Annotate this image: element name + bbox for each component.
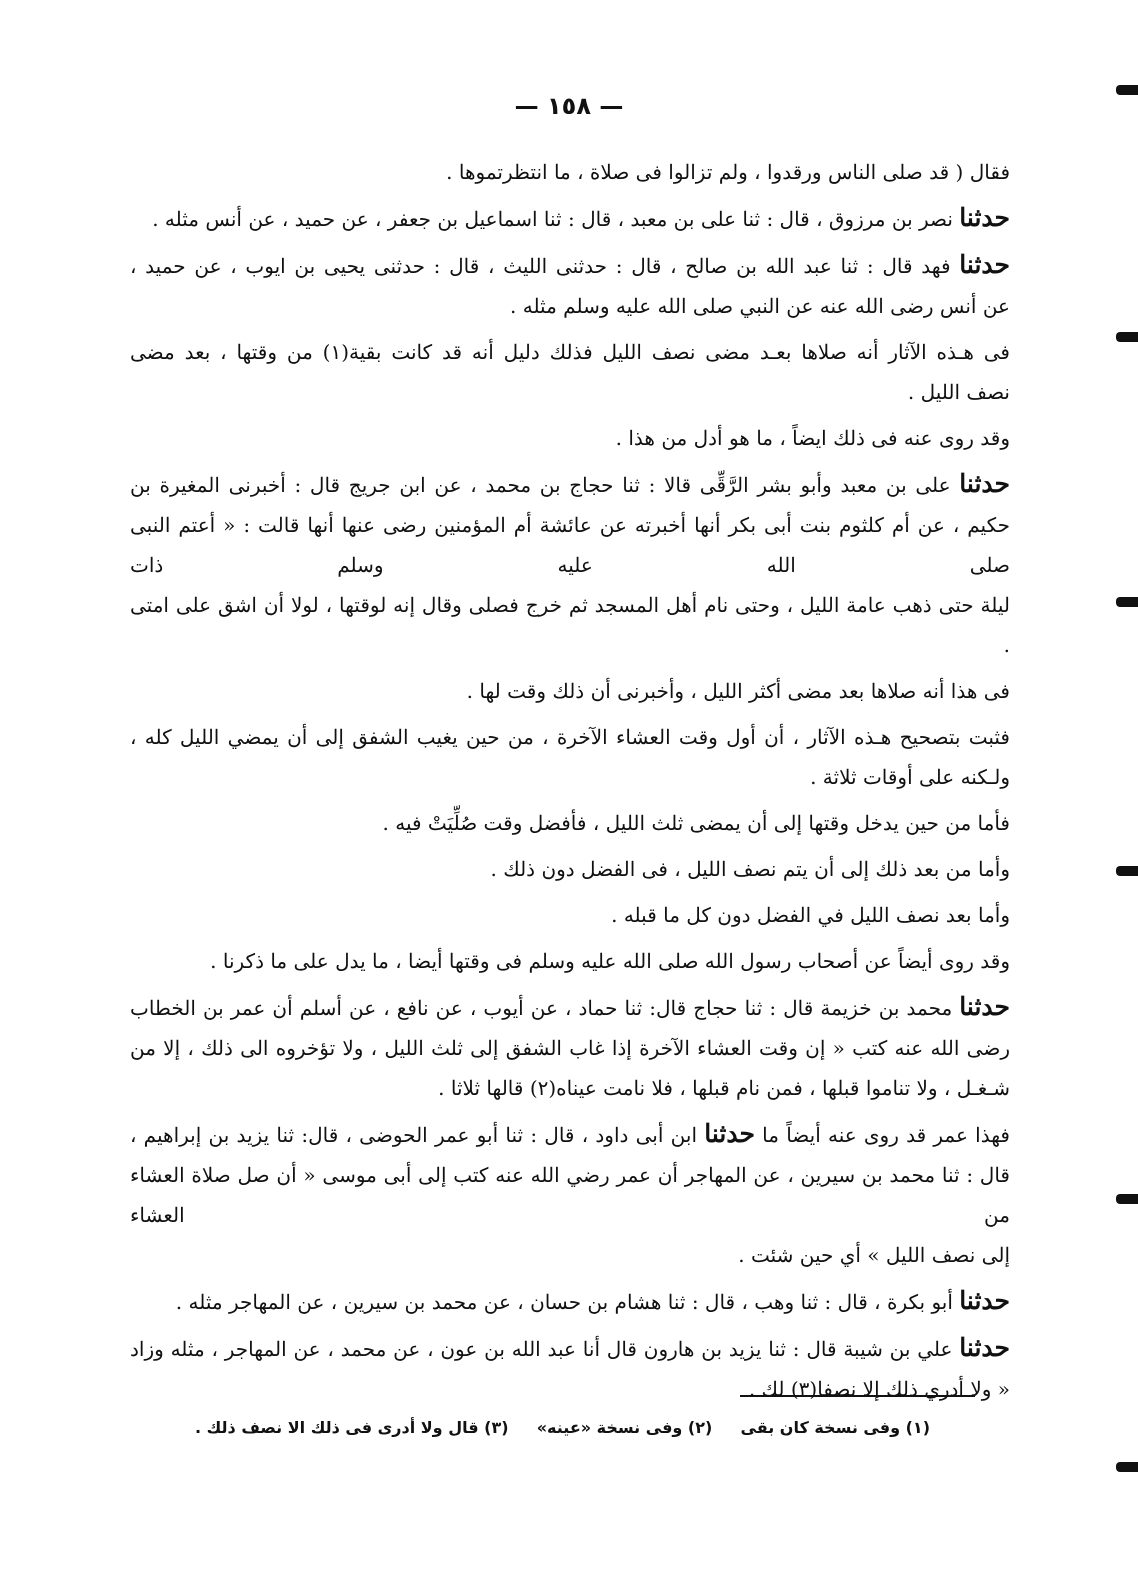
text-line: نصف الليل .: [907, 380, 1010, 404]
text-line: حدثنا علي بن شيبة قال : ثنا يزيد بن هارون قال أنا عبد الله بن عون ، عن محمد ، عن المهاجر ، مثله وزاد: [130, 1333, 1010, 1362]
paragraph: [130, 849, 1010, 889]
paragraph: [130, 152, 1010, 192]
paragraph: [130, 332, 1010, 412]
hadathana-keyword: حدثنا: [959, 250, 1010, 279]
paragraph: [130, 895, 1010, 935]
hadathana-keyword: حدثنا: [959, 992, 1010, 1021]
scan-edge-mark: [1116, 597, 1138, 607]
text-line: فقال ( قد صلى الناس ورقدوا ، ولم تزالوا فى صلاة ، ما انتظرتموها .: [446, 160, 1010, 184]
footnote-3: (٣) قال ولا أدرى فى ذلك الا نصف ذلك .: [195, 1418, 509, 1437]
paragraph: [130, 803, 1010, 843]
text-line: ليلة حتى ذهب عامة الليل ، وحتى نام أهل المسجد ثم خرج فصلى وقال إنه لوقتها ، لولا أن اشق على امتى .: [130, 593, 1010, 657]
text-line: وأما من بعد ذلك إلى أن يتم نصف الليل ، فى الفضل دون ذلك .: [490, 857, 1010, 881]
text-line: حدثنا محمد بن خزيمة قال : ثنا حجاج قال: ثنا حماد ، عن أيوب ، عن نافع ، عن أسلم أن عمر بن الخطاب: [130, 992, 1010, 1021]
paragraph: [130, 464, 1010, 665]
footnotes: [195, 1418, 930, 1437]
text-line: « ولا أدري ذلك إلا نصفا(٣) لك .: [748, 1377, 1010, 1401]
text-line: عن أنس رضى الله عنه عن النبي صلى الله عليه وسلم مثله .: [510, 294, 1010, 318]
text-line: فى هـذه الآثار أنه صلاها بعـد مضى نصف الليل فذلك دليل أنه قد كانت بقية(١) من وقتها ، بعد مضى: [130, 340, 1010, 364]
scan-edge-mark: [1116, 866, 1138, 876]
text-line: فثبت بتصحيح هـذه الآثار ، أن أول وقت العشاء الآخرة ، من حين يغيب الشفق إلى أن يمضي الليل كله ،: [130, 725, 1010, 749]
text-line: وقد روى أيضاً عن أصحاب رسول الله صلى الله عليه وسلم فى وقتها أيضا ، ما يدل على ما ذكرنا .: [210, 949, 1010, 973]
text-line: إلى نصف الليل » أي حين شئت .: [738, 1243, 1010, 1267]
text-line: حدثنا نصر بن مرزوق ، قال : ثنا على بن معبد ، قال : ثنا اسماعيل بن جعفر ، عن حميد ، عن أنس مثله .: [152, 203, 1010, 232]
text-line: وقد روى عنه فى ذلك ايضاً ، ما هو أدل من هذا .: [615, 426, 1010, 450]
paragraph: [130, 198, 1010, 239]
text-line: شـغـل ، ولا تناموا قبلها ، فمن نام قبلها ، فلا نامت عيناه(٢) قالها ثلاثا .: [438, 1076, 1010, 1100]
text-line: رضى الله عنه كتب « إن وقت العشاء الآخرة إذا غاب الشفق إلى ثلث الليل ، ولا تؤخروه الى ذلك ، إلا من: [130, 1036, 1010, 1060]
text-line: فهذا عمر قد روى عنه أيضاً ما حدثنا ابن أبى داود ، قال : ثنا أبو عمر الحوضى ، قال: ثنا يزيد بن إبراهيم ،: [130, 1119, 1010, 1148]
page-number: — ١٥٨ —: [514, 92, 624, 120]
footnote-divider: [740, 1395, 975, 1397]
text-line: حكيم ، عن أم كلثوم بنت أبى بكر أنها أخبرته عن عائشة أم المؤمنين رضى عنها أنها قالت : « أعتم النبى صلى الله عليه وسلم ذات: [130, 513, 1010, 577]
paragraph: [130, 941, 1010, 981]
hadathana-keyword: حدثنا: [959, 1286, 1010, 1315]
hadathana-keyword: حدثنا: [959, 203, 1010, 232]
paragraph: [130, 987, 1010, 1108]
hadathana-keyword: حدثنا: [959, 469, 1010, 498]
text-line: حدثنا على بن معبد وأبو بشر الرَّقِّى قالا : ثنا حجاج بن محمد ، عن ابن جريج قال : أخبرنى المغيرة بن: [130, 469, 1010, 498]
text-line: حدثنا أبو بكرة ، قال : ثنا وهب ، قال : ثنا هشام بن حسان ، عن محمد بن سيرين ، عن المهاجر مثله .: [175, 1286, 1010, 1315]
scan-edge-mark: [1116, 332, 1138, 342]
text-line: فى هذا أنه صلاها بعد مضى أكثر الليل ، وأخبرنى أن ذلك وقت لها .: [466, 679, 1010, 703]
scan-edge-mark: [1116, 1194, 1138, 1204]
paragraph: [130, 1281, 1010, 1322]
text-line: قال : ثنا محمد بن سيرين ، عن المهاجر أن عمر رضي الله عنه كتب إلى أبى موسى « أن صل صلاة العشاء من العشاء: [130, 1163, 1010, 1227]
paragraph: [130, 1114, 1010, 1275]
text-line: ولـكنه على أوقات ثلاثة .: [810, 765, 1010, 789]
footnote-2: (٢) وفى نسخة «عينه»: [536, 1418, 713, 1437]
hadathana-keyword: حدثنا: [959, 1333, 1010, 1362]
text-line: حدثنا فهد قال : ثنا عبد الله بن صالح ، قال : حدثنى الليث ، قال : حدثنى يحيى بن ايوب ، عن حميد ،: [130, 250, 1010, 279]
hadathana-keyword: حدثنا: [704, 1119, 755, 1148]
scan-edge-mark: [1116, 1462, 1138, 1472]
text-line: فأما من حين يدخل وقتها إلى أن يمضى ثلث الليل ، فأفضل وقت صُلِّيَتْ فيه .: [382, 811, 1010, 835]
body-text: [130, 152, 1010, 1415]
paragraph: [130, 418, 1010, 458]
text-line: وأما بعد نصف الليل في الفضل دون كل ما قبله .: [611, 903, 1010, 927]
paragraph: [130, 671, 1010, 711]
scan-edge-mark: [1116, 85, 1138, 95]
footnote-1: (١) وفى نسخة كان بقى: [740, 1418, 930, 1437]
paragraph: [130, 245, 1010, 326]
paragraph: [130, 717, 1010, 797]
